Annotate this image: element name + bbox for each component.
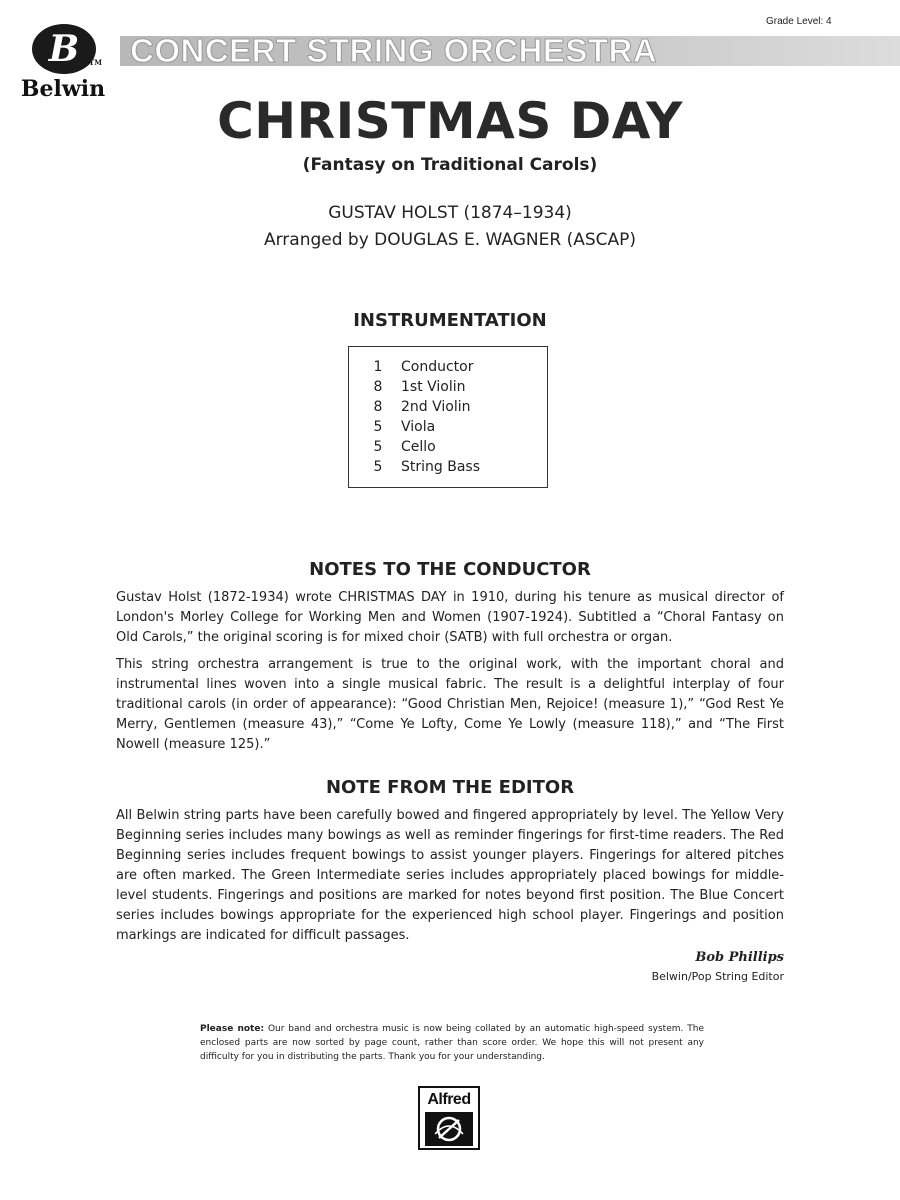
belwin-logo-icon — [32, 24, 102, 74]
grade-level: Grade Level: 4 — [766, 16, 832, 27]
piece-title: CHRISTMAS DAY — [217, 92, 683, 150]
instrument-name: Conductor — [401, 359, 474, 375]
collation-note-label: Please note: — [200, 1024, 265, 1034]
editor-signature: Bob Phillips — [695, 950, 784, 965]
conductor-notes-paragraph: This string orchestra arrangement is true to the original work, with the important choral and instrumental lines woven into a single musical fabric. The result is a delightful interplay of four traditional carols (in order of appearance): “Good Christian Men, Rejoice! (measure 1),” “God Rest Ye Merry, Gentlemen (measure 43),” “Come Ye Lofty, Come Ye Lowly (measure 118),” and “The First Nowell (measure 125).” — [116, 657, 784, 752]
instrument-name: Viola — [401, 419, 436, 435]
instrument-row — [349, 439, 547, 459]
instrumentation-heading: INSTRUMENTATION — [353, 310, 547, 331]
logo-letter: B — [48, 28, 80, 70]
piece-subtitle: (Fantasy on Traditional Carols) — [302, 155, 598, 175]
alfred-emblem-shape — [425, 1112, 473, 1146]
instrument-name: String Bass — [401, 459, 481, 475]
instrument-row — [349, 419, 547, 439]
instrument-quantity: 5 — [373, 459, 383, 475]
editor-title: Belwin/Pop String Editor — [651, 970, 784, 983]
instrument-name: 2nd Violin — [401, 399, 471, 415]
instrument-row — [349, 459, 547, 479]
instrument-quantity: 1 — [373, 359, 383, 375]
instrument-row — [349, 399, 547, 419]
editor-note-paragraph: All Belwin string parts have been carefully bowed and fingered appropriately by level. The Yellow Very Beginning series includes many bowings as well as reminder fingerings for first-time readers. The Red Beginning series includes frequent bowings to assist younger players. Fingerings for altered pitches are often marked. The Green Intermediate series includes appropriately placed bowings for middle-level students. Fingerings and positions are marked for notes beyond first position. The Blue Concert series includes bowings appropriate for the experienced high school player. Fingerings and position markings are indicated for difficult passages. — [116, 808, 784, 943]
instrument-quantity: 5 — [373, 419, 383, 435]
publisher-name: Alfred — [427, 1091, 471, 1108]
arranger-credit: Arranged by DOUGLAS E. WAGNER (ASCAP) — [263, 230, 637, 250]
instrument-row — [349, 359, 547, 379]
conductor-notes-paragraph: Gustav Holst (1872-1934) wrote CHRISTMAS DAY in 1910, during his tenure as musical director of London's Morley College for Working Men and Women (1907-1924). Subtitled a “Choral Fantasy on Old Carols,” the original scoring is for mixed choir (SATB) with full orchestra or organ. — [116, 590, 784, 645]
instrument-name: 1st Violin — [401, 379, 466, 395]
editor-note-heading: NOTE FROM THE EDITOR — [325, 777, 575, 798]
alfred-logo-icon — [418, 1086, 480, 1150]
logo-trademark: TM — [89, 58, 102, 67]
collation-note — [200, 1022, 704, 1064]
instrument-quantity: 8 — [373, 399, 383, 415]
instrument-row — [349, 379, 547, 399]
alfred-emblem-icon — [425, 1112, 473, 1146]
series-title: CONCERT STRING ORCHESTRA — [130, 32, 658, 69]
instrument-name: Cello — [401, 439, 436, 455]
instrument-quantity: 8 — [373, 379, 383, 395]
instrumentation-list — [348, 346, 548, 488]
collation-note-text: Our band and orchestra music is now being collated by an automatic high-speed system. The enclosed parts are now sorted by page count, rather than score order. We hope this will not present any difficulty for you in distributing the parts. Thank you for your understanding. — [200, 1024, 704, 1062]
composer-credit: GUSTAV HOLST (1874–1934) — [328, 203, 572, 223]
instrument-quantity: 5 — [373, 439, 383, 455]
belwin-wordmark: Belwin — [20, 76, 106, 102]
conductor-notes-heading: NOTES TO THE CONDUCTOR — [309, 559, 591, 580]
